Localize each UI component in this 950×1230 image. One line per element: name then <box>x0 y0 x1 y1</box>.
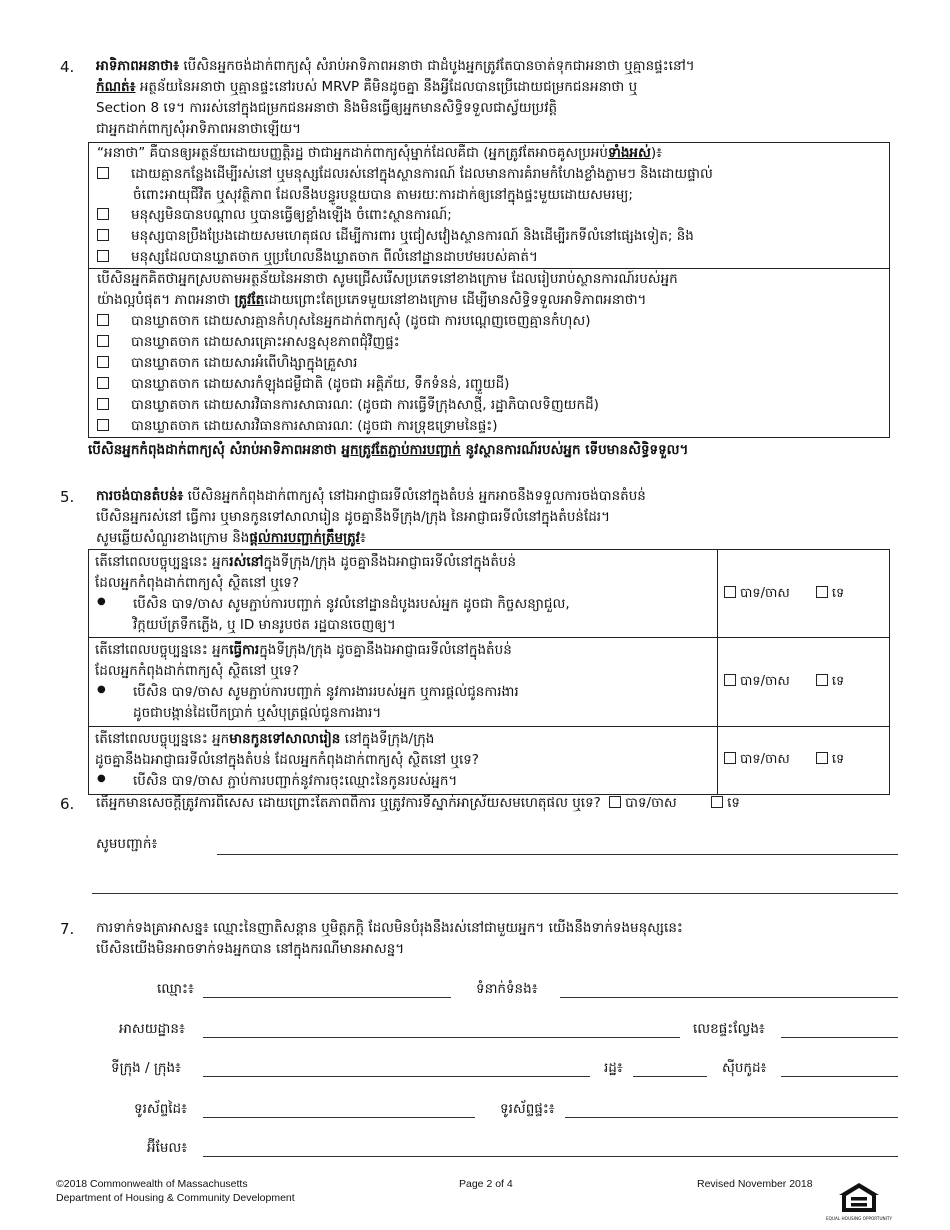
eho-caption: EQUAL HOUSING OPPORTUNITY <box>826 1216 892 1221</box>
cell-phone-label: ទូរស័ព្ទដៃ៖ <box>134 1101 188 1117</box>
email-input[interactable] <box>203 1156 898 1157</box>
answer-cell: បាទ/ចាស ទេ <box>718 549 890 638</box>
reason-item: បានឃ្លាតចាក ដោយសារវិធានការសាធារណៈ (ដូចជា ការទ្រុឌទ្រោមនៃផ្ទះ) <box>97 416 881 437</box>
section-4 <box>60 56 890 461</box>
definition-heading: “អនាថា” គឺបានឲ្យអត្ថន័យដោយបញ្ញត្តិរដ្ឋ ថាជាអ្នកដាក់ពាក្យសុំម្នាក់ដែលគឺជា (អ្នកត្រូវតែអាចគូសប្រអប់ទាំងអស់)៖ <box>97 144 663 161</box>
section-5 <box>60 486 890 795</box>
no-checkbox[interactable] <box>816 752 828 764</box>
local-preference-table <box>88 549 890 795</box>
documentation-note: បើសិនអ្នកកំពុងដាក់ពាក្យសុំ សំរាប់អាទិភាពអនាថា អ្នកត្រូវតែភ្ជាប់ការបញ្ជាក់ នូវស្ថានការណ៍របស់អ្នក ទើបមានសិទ្ធិទទួល។ <box>88 441 689 458</box>
explain-label: សូមបញ្ជាក់៖ <box>96 836 158 852</box>
section-4-intro: អាទិភាពអនាថា៖ បើសិនអ្នកចង់ដាក់ពាក្យសុំ សំរាប់អាទិភាពអនាថា ជាដំបូងអ្នកត្រូវតែបានចាត់ទុកជាអនាថា ឬគ្មានផ្ទះនៅ។ កំណត់៖ អត្ថន័យនៃអនាថា ឬគ្មានផ្ទះនៅរបស់ MRVP គឺមិនដូចគ្នា នឹងអ្វីដែលបានប្រើដោយជម្រកជនអនាថា ឬ Section 8 ទេ។ ការរស់នៅក្នុងជម្រកជនអនាថា និងមិនធ្វើឲ្យអ្នកមានសិទ្ធិទទួលជាស្វ័យប្រវត្តិ ជាអ្នកដាក់ពាក្យសុំអាទិភាពអនាថាឡើយ។ <box>96 58 695 137</box>
section-6 <box>60 793 890 814</box>
displacement-reasons: បើសិនអ្នកគិតថាអ្នកស្របតាមអត្ថន័យនៃអនាថា សូមជ្រើសរើសប្រភេទនៅខាងក្រោម ដែលរៀបរាប់ស្ថានការណ៍របស់អ្នក យ៉ាងល្អបំផុត។ ភាពអនាថា ត្រូវតែដោយព្រោះតែប្រភេទមួយនៅខាងក្រោម ដើម្បីមានសិទ្ធិទទួលអាទិភាពអនាថា។ បានឃ្លាតចាក ដោយសារគ្មានកំហុសនៃអ្នកដាក់ពាក្យសុំ (ដូចជា ការបណ្តេញចេញគ្មានកំហុស) បានឃ្លាតចាក ដោយសារគ្រោះអាសន្នសុខភាពជុំវិញផ្ទះ បានឃ្លាតចាក ដោយសារអំពើហិង្សាក្នុងគ្រួសារ បានឃ្លាតចាក ដោយសារកំឡុងជម្ងឺជាតិ (ដូចជា អគ្គិភ័យ, ទឹកទំនន់, រញ្ជួយដី) បានឃ្លាតចាក ដោយសារវិធានការសាធារណៈ (ដូចជា ការធ្វើទីក្រុងសាថ្មី, រដ្ឋាភិបាលទិញយកដី) បានឃ្លាតចាក ដោយសារវិធានការសាធារណៈ (ដូចជា ការទ្រុឌទ្រោមនៃផ្ទះ) <box>89 269 889 436</box>
state-label: រដ្ឋ៖ <box>604 1060 623 1076</box>
no-checkbox[interactable] <box>711 796 723 808</box>
yes-checkbox[interactable] <box>724 674 736 686</box>
table-row: តើនៅពេលបច្ចុប្បន្ននេះ អ្នករស់នៅក្នុងទីក្រុង/ក្រុង ដូចគ្នានឹងឯអាជ្ញាធរទីលំនៅក្នុងតំបន់ ដែលអ្នកកំពុងដាក់ពាក្យសុំ ស្ថិតនៅ ឬទេ? ● បើសិន បាទ/ចាស សូមភ្ជាប់ការបញ្ជាក់ នូវលំនៅដ្ឋានដំបូងរបស់អ្នក ដូចជា កិច្ចសន្យាជួល, វិក្កយប័ត្រទឹកភ្លើង, ឬ ID មានរូបថត រដ្ឋបានចេញឲ្យ។ បាទ/ចាស ទេ <box>89 549 890 638</box>
zip-input[interactable] <box>781 1076 898 1077</box>
apartment-label: លេខផ្ទះល្វែង៖ <box>693 1021 765 1037</box>
reason-checkbox[interactable] <box>97 398 109 410</box>
definition-list: “អនាថា” គឺបានឲ្យអត្ថន័យដោយបញ្ញត្តិរដ្ឋ ថាជាអ្នកដាក់ពាក្យសុំម្នាក់ដែលគឺជា (អ្នកត្រូវតែអាចគូសប្រអប់ទាំងអស់)៖ ដោយគ្មានកន្លែងដើម្បីរស់នៅ ឬមនុស្សដែលរស់នៅក្នុងស្ថានការណ៍ ដែលមានការគំរាមកំហែងខ្លាំងភ្លាមៗ និងដោយផ្ទាល់ ចំពោះអាយុជីវិត ឬសុវត្ថិភាព ដែលនឹងបន្ធូរបន្ថយបាន តាមរយៈការដាក់ឲ្យនៅក្នុងផ្ទះមួយដោយសមរម្យ; មនុស្សមិនបានបណ្តាល ឬបានធ្វើឲ្យខ្លាំងឡើង ចំពោះស្ថានការណ៍; មនុស្សបានប្រឹងប្រែងដោយសមហេតុផល ដើម្បីការពារ ឬជៀសវៀងស្ថានការណ៍ និងដើម្បីរកទីលំនៅផ្សេងទៀត; និង មនុស្សដែលបានឃ្លាតចាក ឬប្រហែលនឹងឃ្លាតចាក ពីលំនៅដ្ឋានដាបឋមរបស់គាត់។ <box>89 143 889 269</box>
definition-item: មនុស្សដែលបានឃ្លាតចាក ឬប្រហែលនឹងឃ្លាតចាក ពីលំនៅដ្ឋានដាបឋមរបស់គាត់។ <box>97 247 881 268</box>
no-checkbox[interactable] <box>816 586 828 598</box>
definition-item: មនុស្សបានប្រឹងប្រែងដោយសមហេតុផល ដើម្បីការពារ ឬជៀសវៀងស្ថានការណ៍ និងដើម្បីរកទីលំនៅផ្សេងទៀត; និង <box>97 226 881 247</box>
section-number: 6. <box>60 795 75 813</box>
email-label: អ៊ីមែល៖ <box>147 1140 188 1156</box>
revision-date: Revised November 2018 <box>697 1178 813 1190</box>
reason-checkbox[interactable] <box>97 377 109 389</box>
cell-phone-input[interactable] <box>203 1117 475 1118</box>
explain-input-line-2[interactable] <box>92 893 898 894</box>
definition-checkbox[interactable] <box>97 167 109 179</box>
section-number: 5. <box>60 488 75 506</box>
accommodation-question: តើអ្នកមានសេចក្តីត្រូវការពិសេស ដោយព្រោះតែភាពពិការ ឬត្រូវការទីស្នាក់អាស្រ័យសមហេតុផល ឬទេ? បាទ/ចាស ទេ <box>96 795 740 811</box>
definition-item: ដោយគ្មានកន្លែងដើម្បីរស់នៅ ឬមនុស្សដែលរស់នៅក្នុងស្ថានការណ៍ ដែលមានការគំរាមកំហែងខ្លាំងភ្លាមៗ និងដោយផ្ទាល់ <box>97 164 881 185</box>
apartment-input[interactable] <box>781 1037 898 1038</box>
yes-checkbox[interactable] <box>724 586 736 598</box>
state-input[interactable] <box>633 1076 707 1077</box>
address-label: អាសយដ្ឋាន៖ <box>119 1021 185 1037</box>
relationship-label: ទំនាក់ទំនង៖ <box>476 981 538 997</box>
reason-checkbox[interactable] <box>97 419 109 431</box>
section-5-intro: ការចង់បានតំបន់៖ បើសិនអ្នកកំពុងដាក់ពាក្យសុំ នៅឯអាជ្ញាធរទីលំនៅក្នុងតំបន់ អ្នកអាចនឹងទទួលការចង់បានតំបន់ បើសិនអ្នករស់នៅ ធ្វើការ ឬមានកូនទៅសាលារៀន ដូចគ្នានឹងទីក្រុង/ក្រុង នៃអាជ្ញាធរទីលំនៅក្នុងតំបន់ដែរ។ សូមឆ្លើយសំណួរខាងក្រោម និងផ្តល់ការបញ្ជាក់ត្រឹមត្រូវ៖ <box>96 488 646 546</box>
reason-item: បានឃ្លាតចាក ដោយសារគ្រោះអាសន្នសុខភាពជុំវិញផ្ទះ <box>97 332 881 353</box>
table-row: តើនៅពេលបច្ចុប្បន្ននេះ អ្នកធ្វើការក្នុងទីក្រុង/ក្រុង ដូចគ្នានឹងឯអាជ្ញាធរទីលំនៅក្នុងតំបន់ ដែលអ្នកកំពុងដាក់ពាក្យសុំ ស្ថិតនៅ ឬទេ? ● បើសិន បាទ/ចាស សូមភ្ជាប់ការបញ្ជាក់ នូវការងាររបស់អ្នក ឬការផ្តល់ជូនការងារ ដូចជាបង្កាន់ដៃបើកប្រាក់ ឬសំបុត្រផ្តល់ជូនការងារ។ បាទ/ចាស ទេ <box>89 638 890 727</box>
section-number: 7. <box>60 920 75 938</box>
section-number: 4. <box>60 58 75 76</box>
reason-item: បានឃ្លាតចាក ដោយសារកំឡុងជម្ងឺជាតិ (ដូចជា អគ្គិភ័យ, ទឹកទំនន់, រញ្ជួយដី) <box>97 374 881 395</box>
address-input[interactable] <box>203 1037 680 1038</box>
section-7 <box>60 918 890 960</box>
name-label: ឈ្មោះ៖ <box>157 981 194 997</box>
yes-checkbox[interactable] <box>609 796 621 808</box>
reason-checkbox[interactable] <box>97 356 109 368</box>
name-input[interactable] <box>203 997 451 998</box>
home-phone-label: ទូរស័ព្ទផ្ទះ៖ <box>500 1101 555 1117</box>
equal-housing-logo-icon <box>826 1180 892 1224</box>
city-label: ទីក្រុង / ក្រុង៖ <box>111 1060 181 1076</box>
city-input[interactable] <box>203 1076 590 1077</box>
reason-item: បានឃ្លាតចាក ដោយសារវិធានការសាធារណៈ (ដូចជា ការធ្វើទីក្រុងសាថ្មី, រដ្ឋាភិបាលទិញយកដី) <box>97 395 881 416</box>
table-row: តើនៅពេលបច្ចុប្បន្ននេះ អ្នកមានកូនទៅសាលារៀន នៅក្នុងទីក្រុង/ក្រុង ដូចគ្នានឹងឯអាជ្ញាធរទីលំនៅក្នុងតំបន់ ដែលអ្នកកំពុងដាក់ពាក្យសុំ ស្ថិតនៅ ឬទេ? ● បើសិន បាទ/ចាស ភ្ជាប់ការបញ្ជាក់នូវការចុះឈ្មោះនៃកូនរបស់អ្នក។ បាទ/ចាស ទេ <box>89 727 890 795</box>
definition-checkbox[interactable] <box>97 229 109 241</box>
reason-item: បានឃ្លាតចាក ដោយសារគ្មានកំហុសនៃអ្នកដាក់ពាក្យសុំ (ដូចជា ការបណ្តេញចេញគ្មានកំហុស) <box>97 311 881 332</box>
no-checkbox[interactable] <box>816 674 828 686</box>
reason-checkbox[interactable] <box>97 335 109 347</box>
home-phone-input[interactable] <box>565 1117 898 1118</box>
reason-checkbox[interactable] <box>97 314 109 326</box>
footer-left: ©2018 Commonwealth of Massachusetts Department of Housing & Community Development <box>56 1178 295 1204</box>
yes-checkbox[interactable] <box>724 752 736 764</box>
homeless-definition-box <box>88 142 890 438</box>
definition-checkbox[interactable] <box>97 208 109 220</box>
answer-cell: បាទ/ចាស ទេ <box>718 638 890 727</box>
relationship-input[interactable] <box>560 997 898 998</box>
definition-checkbox[interactable] <box>97 250 109 262</box>
definition-item: មនុស្សមិនបានបណ្តាល ឬបានធ្វើឲ្យខ្លាំងឡើង ចំពោះស្ថានការណ៍; <box>97 205 881 226</box>
answer-cell: បាទ/ចាស ទេ <box>718 727 890 795</box>
explain-input[interactable] <box>217 854 898 855</box>
emergency-contact-intro: ការទាក់ទងគ្រាអាសន្ន៖ ឈ្មោះនៃញាតិសន្តាន ឬមិត្តភក្តិ ដែលមិនបំរុងនឹងរស់នៅជាមួយអ្នក។ យើងនឹងទាក់ទងមនុស្សនេះ បើសិនយើងមិនអាចទាក់ទងអ្នកបាន នៅក្នុងករណីមានអាសន្ន។ <box>96 920 683 957</box>
reason-item: បានឃ្លាតចាក ដោយសារអំពើហិង្សាក្នុងគ្រួសារ <box>97 353 881 374</box>
zip-label: ស៊ីបកូដ៖ <box>722 1060 767 1076</box>
page-number: Page 2 of 4 <box>459 1178 513 1190</box>
